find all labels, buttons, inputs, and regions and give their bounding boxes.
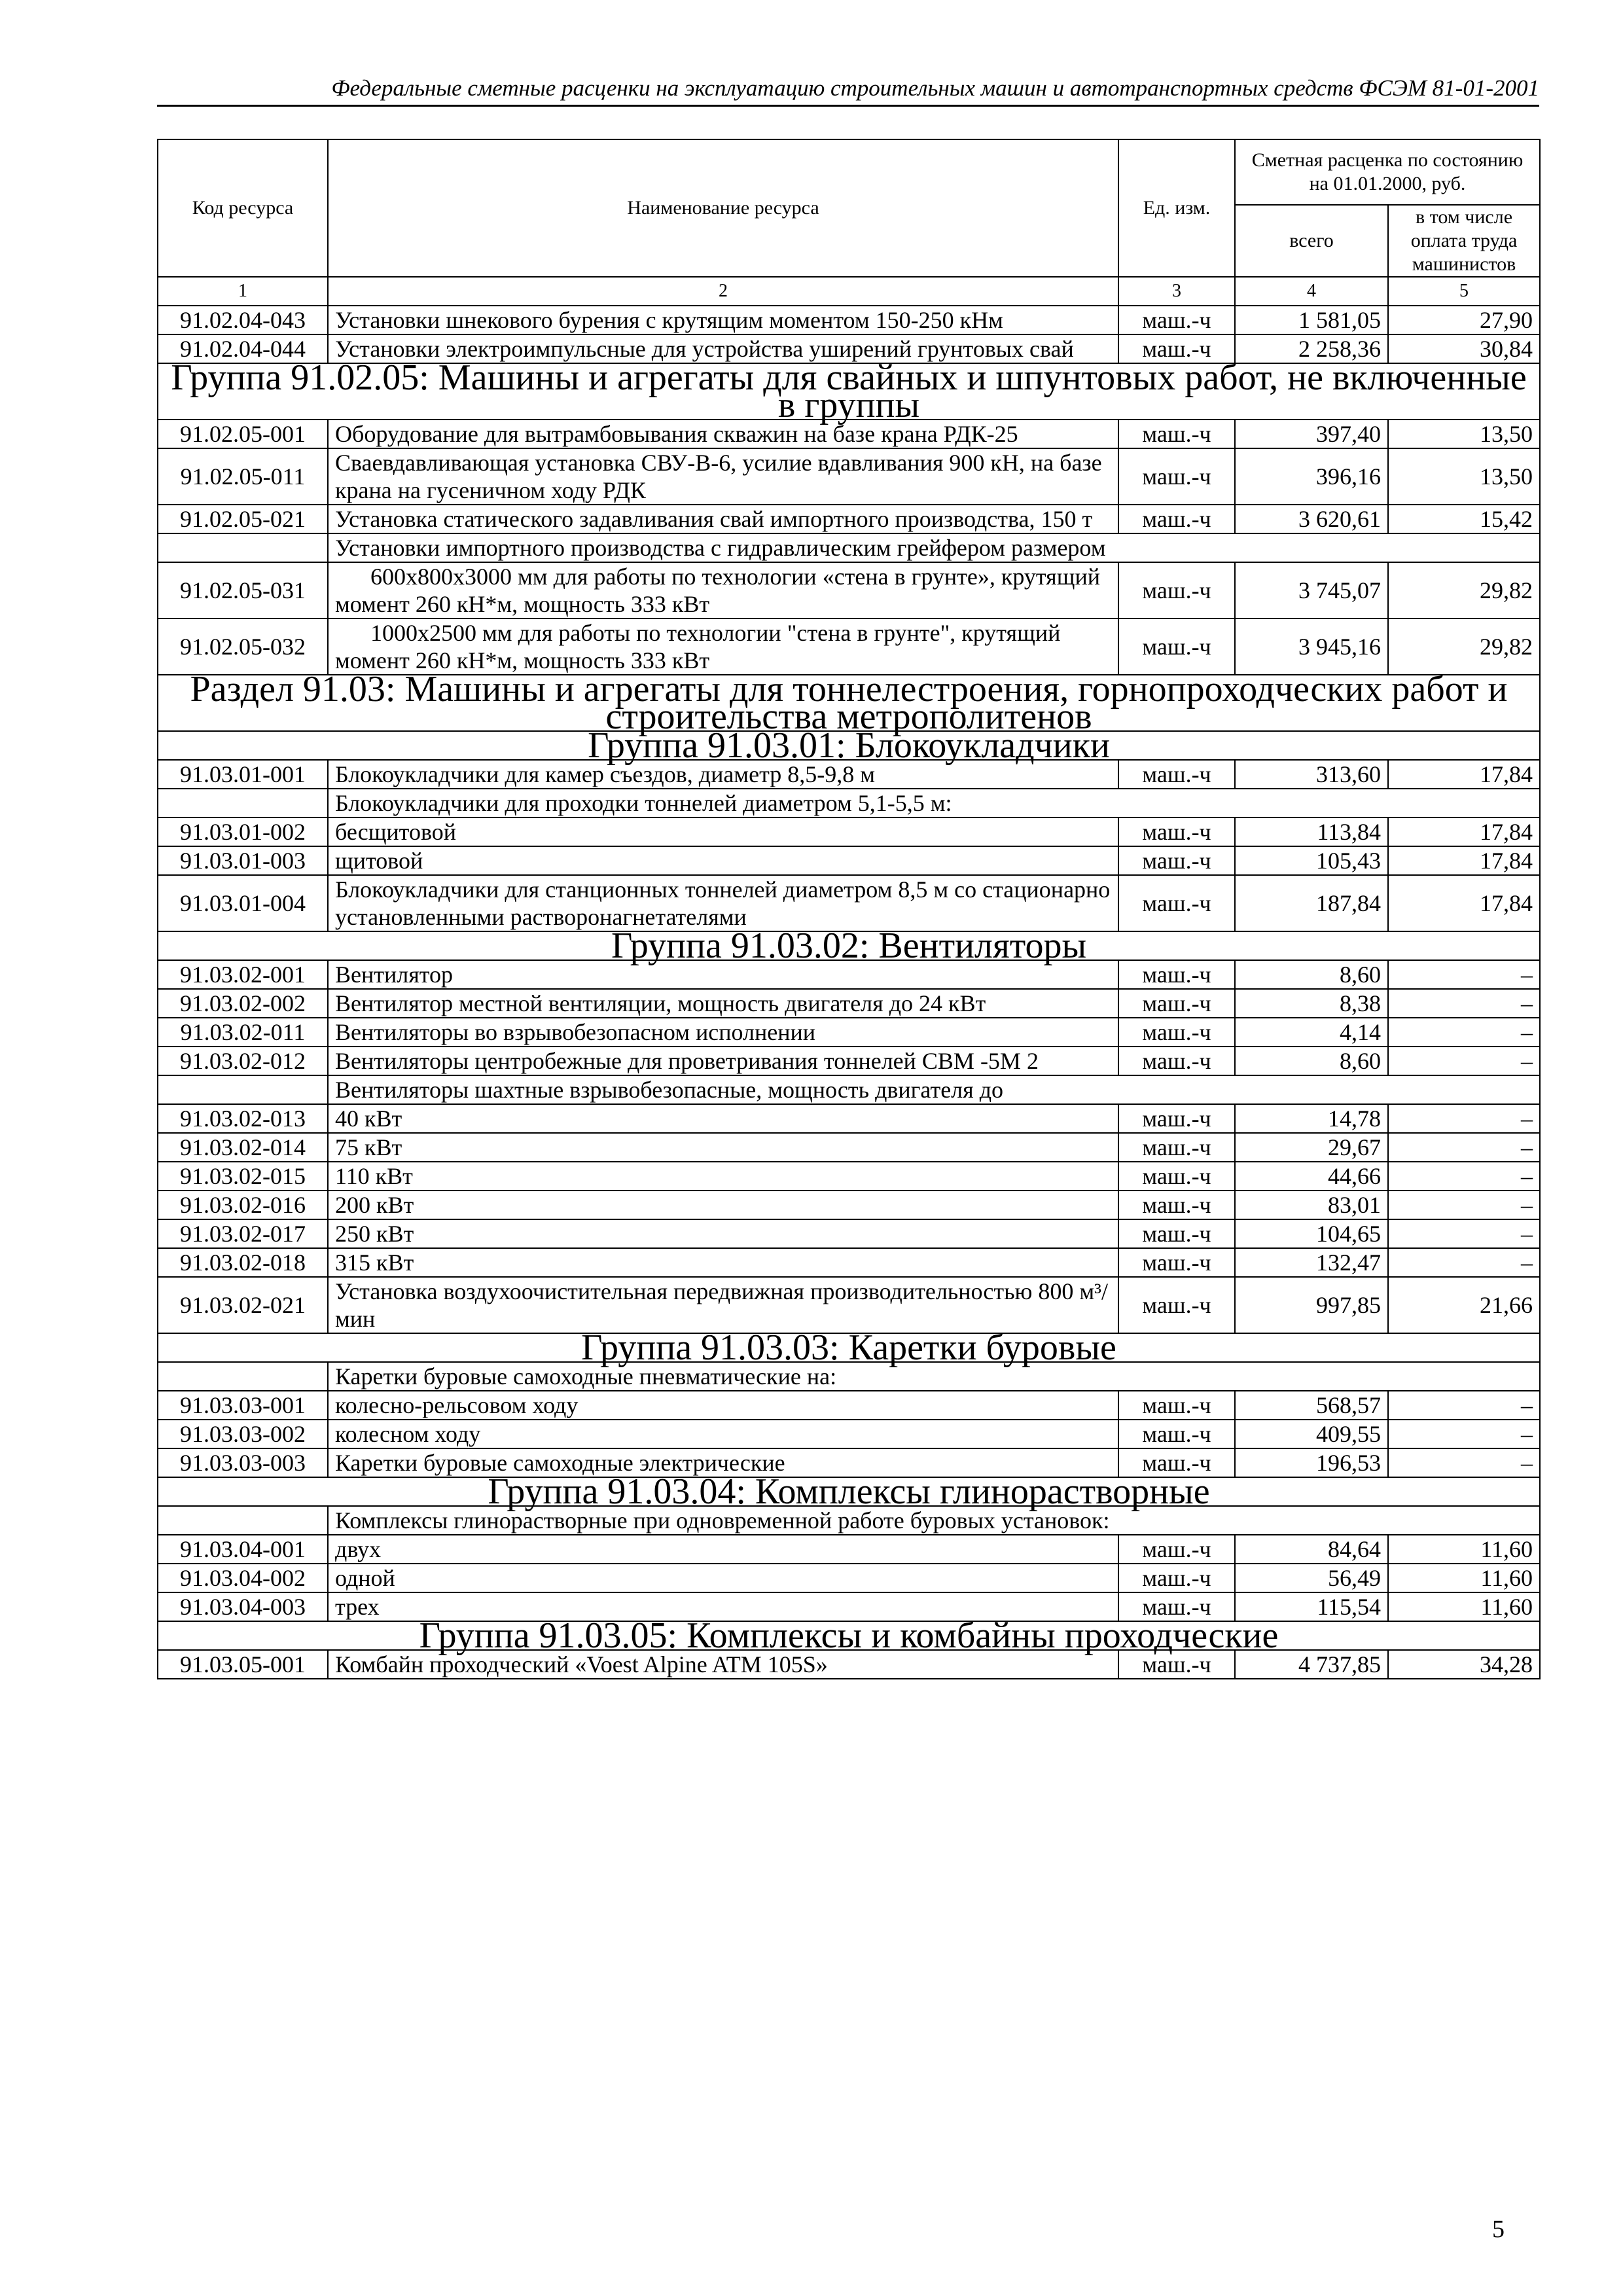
operator-wage: 29,82 — [1388, 562, 1540, 619]
empty-cell — [158, 1506, 328, 1535]
resource-name: Каретки буровые самоходные электрические — [328, 1448, 1118, 1477]
table-row — [158, 875, 1540, 931]
resource-name: Комбайн проходческий «Voest Alpine ATM 105S» — [328, 1650, 1118, 1679]
unit-cell: маш.-ч — [1118, 1162, 1235, 1191]
header-unit: Ед. изм. — [1118, 139, 1235, 277]
group-title: Группа 91.02.05: Машины и агрегаты для свайных и шпунтовых работ, не включенные в группы — [158, 363, 1540, 420]
unit-cell: маш.-ч — [1118, 1133, 1235, 1162]
rates-table — [157, 139, 1541, 1679]
subgroup-heading: Вентиляторы шахтные взрывобезопасные, мощность двигателя до — [328, 1075, 1540, 1104]
table-row — [158, 1162, 1540, 1191]
resource-code: 91.03.02-002 — [158, 989, 328, 1018]
resource-code: 91.03.02-014 — [158, 1133, 328, 1162]
resource-name: 250 кВт — [328, 1219, 1118, 1248]
table-row — [158, 1191, 1540, 1219]
operator-wage: 17,84 — [1388, 875, 1540, 931]
unit-cell: маш.-ч — [1118, 1277, 1235, 1333]
table-row — [158, 817, 1540, 846]
resource-code: 91.03.02-015 — [158, 1162, 328, 1191]
total-price: 409,55 — [1235, 1420, 1388, 1448]
total-price: 8,60 — [1235, 1047, 1388, 1075]
total-price: 115,54 — [1235, 1592, 1388, 1621]
header-rule — [157, 105, 1539, 107]
table-row — [158, 760, 1540, 789]
operator-wage: – — [1388, 1047, 1540, 1075]
group-title: Группа 91.03.02: Вентиляторы — [158, 931, 1540, 960]
operator-wage: 11,60 — [1388, 1592, 1540, 1621]
table-row — [158, 1564, 1540, 1592]
group-title: Группа 91.03.05: Комплексы и комбайны проходческие — [158, 1621, 1540, 1650]
resource-code: 91.03.02-021 — [158, 1277, 328, 1333]
column-number: 3 — [1118, 277, 1235, 306]
group-title-row — [158, 731, 1540, 760]
total-price: 104,65 — [1235, 1219, 1388, 1248]
total-price: 8,60 — [1235, 960, 1388, 989]
page-number: 5 — [1492, 2215, 1505, 2243]
resource-code: 91.03.01-001 — [158, 760, 328, 789]
unit-cell: маш.-ч — [1118, 817, 1235, 846]
unit-cell: маш.-ч — [1118, 1650, 1235, 1679]
resource-code: 91.03.03-001 — [158, 1391, 328, 1420]
resource-name: 75 кВт — [328, 1133, 1118, 1162]
unit-cell: маш.-ч — [1118, 505, 1235, 533]
resource-name: бесщитовой — [328, 817, 1118, 846]
operator-wage: 27,90 — [1388, 306, 1540, 334]
resource-code: 91.02.05-011 — [158, 448, 328, 505]
group-title: Группа 91.03.04: Комплексы глинорастворные — [158, 1477, 1540, 1506]
resource-name: трех — [328, 1592, 1118, 1621]
unit-cell: маш.-ч — [1118, 448, 1235, 505]
unit-cell: маш.-ч — [1118, 562, 1235, 619]
operator-wage: 17,84 — [1388, 846, 1540, 875]
operator-wage: 17,84 — [1388, 817, 1540, 846]
operator-wage: – — [1388, 1018, 1540, 1047]
resource-name: колесном ходу — [328, 1420, 1118, 1448]
resource-name: Установка воздухоочистительная передвижная производительностью 800 м³/мин — [328, 1277, 1118, 1333]
group-title-row — [158, 1333, 1540, 1362]
table-row — [158, 1133, 1540, 1162]
operator-wage: – — [1388, 1248, 1540, 1277]
resource-code: 91.03.05-001 — [158, 1650, 328, 1679]
total-price: 132,47 — [1235, 1248, 1388, 1277]
operator-wage: 21,66 — [1388, 1277, 1540, 1333]
resource-code: 91.03.03-002 — [158, 1420, 328, 1448]
unit-cell: маш.-ч — [1118, 1535, 1235, 1564]
total-price: 196,53 — [1235, 1448, 1388, 1477]
table-row — [158, 1047, 1540, 1075]
unit-cell: маш.-ч — [1118, 1191, 1235, 1219]
unit-cell: маш.-ч — [1118, 1104, 1235, 1133]
total-price: 4 737,85 — [1235, 1650, 1388, 1679]
resource-code: 91.03.04-002 — [158, 1564, 328, 1592]
resource-name: Оборудование для вытрамбовывания скважин на базе крана РДК-25 — [328, 420, 1118, 448]
group-title: Группа 91.03.01: Блокоукладчики — [158, 731, 1540, 760]
resource-code: 91.02.05-021 — [158, 505, 328, 533]
group-title-row — [158, 1621, 1540, 1650]
resource-name: 200 кВт — [328, 1191, 1118, 1219]
subgroup-heading: Комплексы глинорастворные при одновременной работе буровых установок: — [328, 1506, 1540, 1535]
subgroup-heading: Установки импортного производства с гидравлическим грейфером размером — [328, 533, 1540, 562]
resource-name: Установка статического задавливания свай импортного производства, 150 т — [328, 505, 1118, 533]
resource-code: 91.02.05-031 — [158, 562, 328, 619]
group-title-row — [158, 363, 1540, 420]
resource-code: 91.03.02-017 — [158, 1219, 328, 1248]
table-row — [158, 1277, 1540, 1333]
table-row — [158, 505, 1540, 533]
unit-cell: маш.-ч — [1118, 420, 1235, 448]
resource-name: Вентиляторы центробежные для проветривания тоннелей СВМ -5М 2 — [328, 1047, 1118, 1075]
resource-code: 91.03.02-018 — [158, 1248, 328, 1277]
resource-code: 91.03.01-003 — [158, 846, 328, 875]
operator-wage: – — [1388, 1133, 1540, 1162]
group-title-row — [158, 675, 1540, 731]
total-price: 56,49 — [1235, 1564, 1388, 1592]
total-price: 396,16 — [1235, 448, 1388, 505]
column-number: 1 — [158, 277, 328, 306]
subgroup-heading: Каретки буровые самоходные пневматические на: — [328, 1362, 1540, 1391]
table-row — [158, 1391, 1540, 1420]
resource-name: 600х800х3000 мм для работы по технологии «стена в грунте», крутящий момент 260 кН*м, мощность 333 кВт — [328, 562, 1118, 619]
operator-wage: 15,42 — [1388, 505, 1540, 533]
unit-cell: маш.-ч — [1118, 1420, 1235, 1448]
column-number: 4 — [1235, 277, 1388, 306]
resource-code: 91.02.04-043 — [158, 306, 328, 334]
table-row — [158, 846, 1540, 875]
table-row — [158, 562, 1540, 619]
resource-name: Установки шнекового бурения с крутящим моментом 150-250 кНм — [328, 306, 1118, 334]
subgroup-row — [158, 1075, 1540, 1104]
resource-code: 91.03.02-011 — [158, 1018, 328, 1047]
subgroup-row — [158, 789, 1540, 817]
resource-code: 91.03.02-001 — [158, 960, 328, 989]
table-row — [158, 1420, 1540, 1448]
resource-code: 91.03.03-003 — [158, 1448, 328, 1477]
resource-name: одной — [328, 1564, 1118, 1592]
operator-wage: 13,50 — [1388, 448, 1540, 505]
resource-code: 91.02.05-032 — [158, 619, 328, 675]
group-title: Группа 91.03.03: Каретки буровые — [158, 1333, 1540, 1362]
resource-name: 1000х2500 мм для работы по технологии "стена в грунте", крутящий момент 260 кН*м, мощность 333 кВт — [328, 619, 1118, 675]
total-price: 2 258,36 — [1235, 334, 1388, 363]
resource-code: 91.03.01-002 — [158, 817, 328, 846]
unit-cell: маш.-ч — [1118, 960, 1235, 989]
resource-name: 110 кВт — [328, 1162, 1118, 1191]
resource-name: Вентилятор местной вентиляции, мощность двигателя до 24 кВт — [328, 989, 1118, 1018]
table-row — [158, 420, 1540, 448]
resource-name: Сваевдавливающая установка СВУ-В-6, усилие вдавливания 900 кН, на базе крана на гусеничном ходу РДК — [328, 448, 1118, 505]
header-code: Код ресурса — [158, 139, 328, 277]
table-row — [158, 619, 1540, 675]
resource-code: 91.03.04-003 — [158, 1592, 328, 1621]
unit-cell: маш.-ч — [1118, 846, 1235, 875]
table-body — [158, 277, 1540, 1679]
resource-code: 91.02.04-044 — [158, 334, 328, 363]
operator-wage: – — [1388, 1219, 1540, 1248]
total-price: 84,64 — [1235, 1535, 1388, 1564]
column-numbers-row — [158, 277, 1540, 306]
running-header: Федеральные сметные расценки на эксплуатацию строительных машин и автотранспортных средств ФСЭМ 81-01-2001 — [331, 75, 1539, 101]
operator-wage: 30,84 — [1388, 334, 1540, 363]
resource-name: колесно-рельсовом ходу — [328, 1391, 1118, 1420]
column-number: 2 — [328, 277, 1118, 306]
total-price: 14,78 — [1235, 1104, 1388, 1133]
header-name: Наименование ресурса — [328, 139, 1118, 277]
resource-name: 315 кВт — [328, 1248, 1118, 1277]
total-price: 3 745,07 — [1235, 562, 1388, 619]
total-price: 568,57 — [1235, 1391, 1388, 1420]
unit-cell: маш.-ч — [1118, 1018, 1235, 1047]
operator-wage: – — [1388, 960, 1540, 989]
operator-wage: 13,50 — [1388, 420, 1540, 448]
operator-wage: – — [1388, 1162, 1540, 1191]
resource-code: 91.03.02-012 — [158, 1047, 328, 1075]
total-price: 1 581,05 — [1235, 306, 1388, 334]
header-total: всего — [1235, 205, 1388, 277]
total-price: 83,01 — [1235, 1191, 1388, 1219]
unit-cell: маш.-ч — [1118, 1219, 1235, 1248]
unit-cell: маш.-ч — [1118, 1391, 1235, 1420]
unit-cell: маш.-ч — [1118, 334, 1235, 363]
empty-cell — [158, 533, 328, 562]
table-row — [158, 1104, 1540, 1133]
total-price: 29,67 — [1235, 1133, 1388, 1162]
resource-code: 91.03.02-013 — [158, 1104, 328, 1133]
operator-wage: 11,60 — [1388, 1535, 1540, 1564]
operator-wage: – — [1388, 1191, 1540, 1219]
empty-cell — [158, 789, 328, 817]
resource-name: Блокоукладчики для станционных тоннелей диаметром 8,5 м со стационарно установленными растворонагнетателями — [328, 875, 1118, 931]
resource-name: Вентилятор — [328, 960, 1118, 989]
unit-cell: маш.-ч — [1118, 760, 1235, 789]
operator-wage: 17,84 — [1388, 760, 1540, 789]
table-row — [158, 448, 1540, 505]
total-price: 187,84 — [1235, 875, 1388, 931]
unit-cell: маш.-ч — [1118, 1047, 1235, 1075]
unit-cell: маш.-ч — [1118, 1592, 1235, 1621]
total-price: 313,60 — [1235, 760, 1388, 789]
resource-name: 40 кВт — [328, 1104, 1118, 1133]
table-row — [158, 306, 1540, 334]
total-price: 3 945,16 — [1235, 619, 1388, 675]
operator-wage: 29,82 — [1388, 619, 1540, 675]
total-price: 397,40 — [1235, 420, 1388, 448]
resource-code: 91.02.05-001 — [158, 420, 328, 448]
unit-cell: маш.-ч — [1118, 1248, 1235, 1277]
subgroup-row — [158, 533, 1540, 562]
total-price: 3 620,61 — [1235, 505, 1388, 533]
unit-cell: маш.-ч — [1118, 1448, 1235, 1477]
operator-wage: – — [1388, 1391, 1540, 1420]
operator-wage: 11,60 — [1388, 1564, 1540, 1592]
subgroup-heading: Блокоукладчики для проходки тоннелей диаметром 5,1-5,5 м: — [328, 789, 1540, 817]
table-row — [158, 1018, 1540, 1047]
resource-name: щитовой — [328, 846, 1118, 875]
operator-wage: – — [1388, 1448, 1540, 1477]
empty-cell — [158, 1075, 328, 1104]
unit-cell: маш.-ч — [1118, 1564, 1235, 1592]
total-price: 113,84 — [1235, 817, 1388, 846]
subgroup-row — [158, 1506, 1540, 1535]
column-number: 5 — [1388, 277, 1540, 306]
operator-wage: – — [1388, 1420, 1540, 1448]
operator-wage: – — [1388, 1104, 1540, 1133]
total-price: 4,14 — [1235, 1018, 1388, 1047]
resource-name: Вентиляторы во взрывобезопасном исполнении — [328, 1018, 1118, 1047]
total-price: 997,85 — [1235, 1277, 1388, 1333]
unit-cell: маш.-ч — [1118, 306, 1235, 334]
unit-cell: маш.-ч — [1118, 619, 1235, 675]
header-price: Сметная расценка по состоянию на 01.01.2000, руб. — [1235, 139, 1540, 205]
resource-name: Установки электроимпульсные для устройства уширений грунтовых свай — [328, 334, 1118, 363]
resource-code: 91.03.04-001 — [158, 1535, 328, 1564]
total-price: 105,43 — [1235, 846, 1388, 875]
group-title-row — [158, 931, 1540, 960]
group-title: Раздел 91.03: Машины и агрегаты для тоннелестроения, горнопроходческих работ и строительства метрополитенов — [158, 675, 1540, 731]
total-price: 8,38 — [1235, 989, 1388, 1018]
resource-code: 91.03.02-016 — [158, 1191, 328, 1219]
header-wage: в том числе оплата труда машинистов — [1388, 205, 1540, 277]
group-title-row — [158, 1477, 1540, 1506]
empty-cell — [158, 1362, 328, 1391]
resource-name: Блокоукладчики для камер съездов, диаметр 8,5-9,8 м — [328, 760, 1118, 789]
unit-cell: маш.-ч — [1118, 989, 1235, 1018]
resource-name: двух — [328, 1535, 1118, 1564]
unit-cell: маш.-ч — [1118, 875, 1235, 931]
table-row — [158, 1535, 1540, 1564]
table-row — [158, 1219, 1540, 1248]
operator-wage: – — [1388, 989, 1540, 1018]
resource-code: 91.03.01-004 — [158, 875, 328, 931]
total-price: 44,66 — [1235, 1162, 1388, 1191]
table-row — [158, 1248, 1540, 1277]
table-row — [158, 989, 1540, 1018]
operator-wage: 34,28 — [1388, 1650, 1540, 1679]
